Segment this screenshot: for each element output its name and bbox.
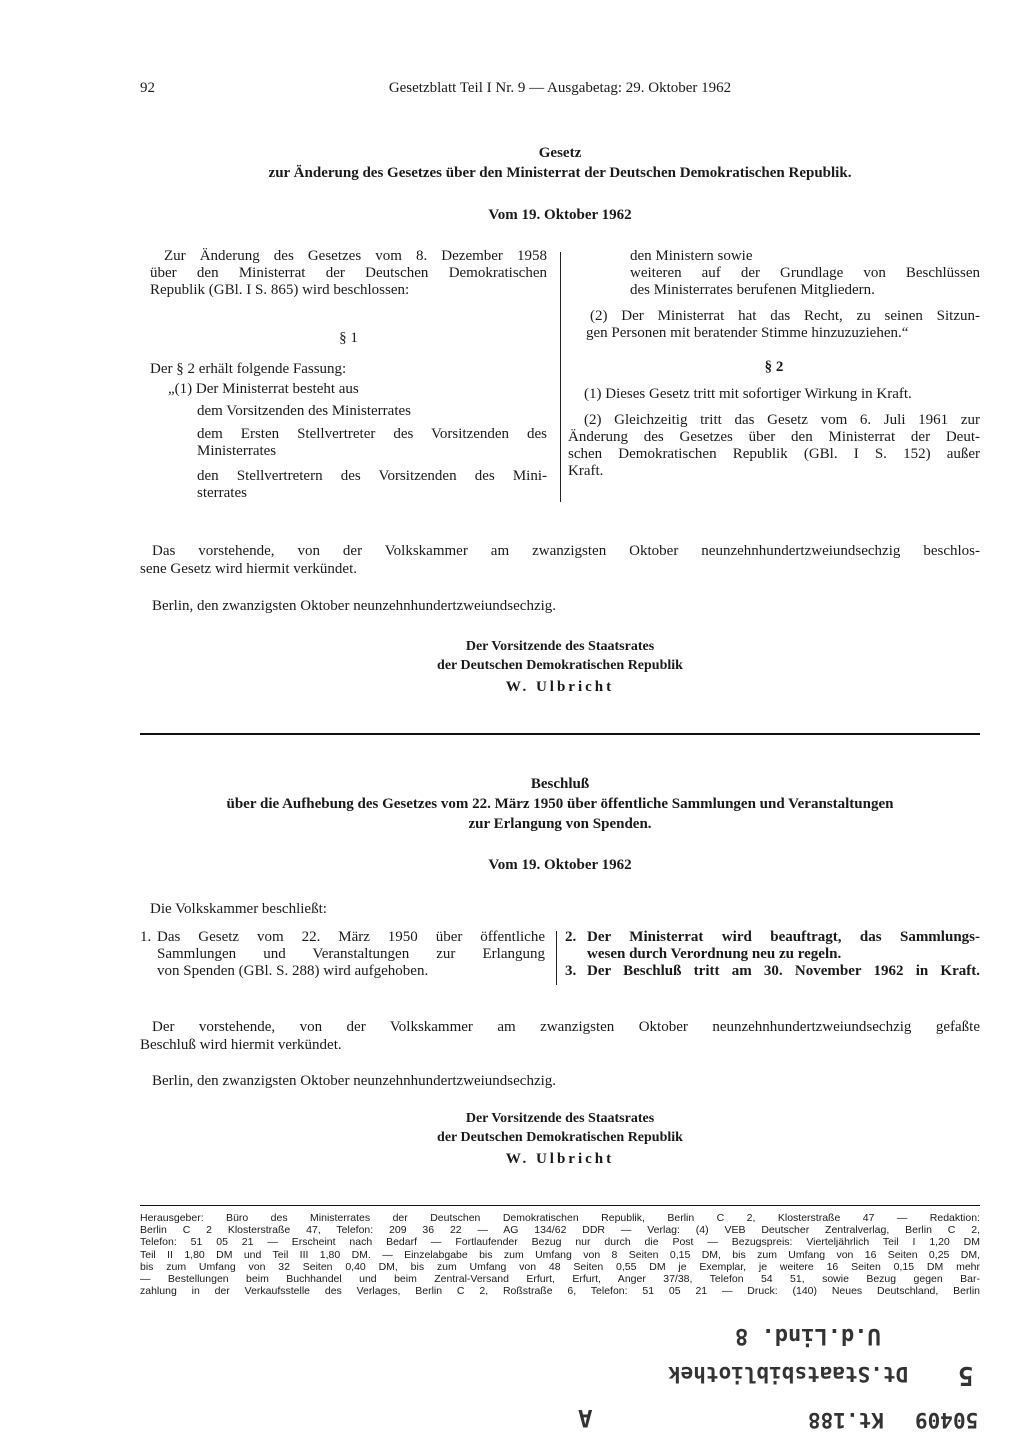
- page-number: 92: [140, 80, 155, 96]
- decision-title-line3: zur Erlangung von Spenden.: [468, 816, 652, 832]
- signature-name: W. Ulbricht: [505, 679, 615, 695]
- decision-promulgation-line: Beschluß wird hiermit verkündet.: [140, 1037, 342, 1053]
- item-number: 1.: [140, 929, 152, 945]
- library-stamp-line: U.d.Lind. 8: [735, 1323, 881, 1348]
- library-stamp-number: 50409: [915, 1408, 979, 1432]
- decision-item-2: [565, 929, 980, 946]
- decision-title-line2: über die Aufhebung des Gesetzes vom 22. März 1950 über öffentliche Sammlungen und Veranstaltungen: [226, 796, 894, 812]
- gazette-title: Gesetzblatt Teil I Nr. 9 — Ausgabetag: 29. Oktober 1962: [388, 80, 732, 96]
- member-item: den Stellvertretern des Vorsitzenden des Mini-: [197, 468, 547, 484]
- library-stamp-line: Dt.Staatsbibliothek: [668, 1362, 909, 1386]
- item-line: wesen durch Verordnung neu zu regeln.: [587, 946, 842, 962]
- decision-right-column: [565, 929, 980, 980]
- decision-left-column: [140, 929, 545, 980]
- law-right-column: [568, 248, 980, 480]
- imprint-line: Berlin C 2 Klosterstraße 47, Telefon: 209 36 22 — AG 134/62 DDR — Verlag: (4) VEB Deutscher Zentralverlag, Berlin C 2,: [140, 1224, 980, 1237]
- member-item: den Ministern sowie: [630, 248, 753, 264]
- signature-title: Der Vorsitzende des Staatsrates: [465, 1111, 655, 1126]
- law-promulgation-line: sene Gesetz wird hiermit verkündet.: [140, 561, 358, 577]
- imprint-line: zahlung in der Verkaufsstelle des Verlages, Berlin C 2, Roßstraße 6, Telefon: 51 05 21 — Druck: (140) Neues Deutschland, Berlin: [140, 1285, 980, 1298]
- imprint-line: Telefon: 51 05 21 — Erscheint nach Bedarf — Fortlaufender Bezug nur durch die Post — Bezugspreis: Vierteljährlich Teil I 1,20 DM: [140, 1236, 980, 1249]
- law-date: Vom 19. Oktober 1962: [488, 207, 632, 223]
- law-intro-line: über den Ministerrat der Deutschen Demokratischen: [150, 265, 547, 281]
- paragraph-2: (2) Der Ministerrat hat das Recht, zu seinen Sitzun-: [590, 308, 980, 324]
- imprint-line: Teil II 1,80 DM und Teil III 1,80 DM. — Einzelabgabe bis zum Umfang von 8 Seiten 0,15 DM, bis zum Umfang von 16 Seiten 0,25 DM,: [140, 1248, 980, 1261]
- decision-date: Vom 19. Oktober 1962: [488, 857, 632, 873]
- item-line: Der Ministerrat wird beauftragt, das Sammlungs-: [587, 929, 980, 945]
- section-2-para-2: schen Demokratischen Republik (GBl. I S. 152) außer: [568, 446, 980, 462]
- member-item: Ministerrates: [197, 443, 277, 459]
- section-1-heading: § 1: [339, 330, 358, 346]
- section-2-heading: § 2: [764, 359, 784, 375]
- item-line: Das Gesetz vom 22. März 1950 über öffentliche: [157, 929, 545, 945]
- quote-start: „(1) Der Ministerrat besteht aus: [168, 381, 359, 397]
- imprint-line: bis zum Umfang von 32 Seiten 0,40 DM, bis zum Umfang von 48 Seiten 0,55 DM je Exemplar, je weitere 16 Seiten 0,15 DM mehr: [140, 1260, 980, 1273]
- signature-title: der Deutschen Demokratischen Republik: [437, 1130, 683, 1145]
- item-line: Der Beschluß tritt am 30. November 1962 in Kraft.: [587, 963, 980, 979]
- signature-title: der Deutschen Demokratischen Republik: [437, 658, 683, 673]
- law-title-line2: zur Änderung des Gesetzes über den Ministerrat der Deutschen Demokratischen Republik.: [268, 165, 852, 181]
- signature-name: W. Ulbricht: [505, 1151, 615, 1167]
- item-number: 2.: [565, 929, 577, 945]
- column-divider: [560, 252, 561, 502]
- section-2-para-2: Kraft.: [568, 463, 604, 479]
- section-2-para-2: Änderung des Gesetzes über den Ministerrat der Deut-: [568, 429, 980, 445]
- law-place-date: Berlin, den zwanzigsten Oktober neunzehnhundertzweiundsechzig.: [152, 598, 557, 614]
- imprint-divider: [140, 1205, 980, 1206]
- law-intro-line: Republik (GBl. I S. 865) wird beschlossen:: [150, 282, 410, 298]
- paragraph-2: gen Personen mit beratender Stimme hinzuzuziehen.“: [586, 325, 909, 341]
- member-item: dem Ersten Stellvertreter des Vorsitzenden des: [197, 426, 547, 442]
- imprint-line: — Bestellungen beim Buchhandel und beim Zentral-Versand Erfurt, Erfurt, Anger 37/38, Telefon 54 51, sowie Bezug gegen Bar-: [140, 1273, 980, 1286]
- law-title-line1: Gesetz: [538, 145, 582, 161]
- law-intro-line: Zur Änderung des Gesetzes vom 8. Dezember 1958: [164, 248, 547, 264]
- section-2-para-1: (1) Dieses Gesetz tritt mit sofortiger Wirkung in Kraft.: [584, 386, 912, 402]
- member-item: des Ministerrates berufenen Mitgliedern.: [630, 282, 875, 298]
- imprint-line: Herausgeber: Büro des Ministerrates der Deutschen Demokratischen Republik, Berlin C 2, Klosterstraße 47 — Redaktion:: [140, 1212, 980, 1224]
- decision-signature-block: [140, 1109, 980, 1169]
- signature-title: Der Vorsitzende des Staatsrates: [465, 639, 655, 654]
- column-divider: [556, 931, 557, 985]
- decision-promulgation-line: Der vorstehende, von der Volkskammer am zwanzigsten Oktober neunzehnhundertzweiundsechzig gefaßte: [152, 1019, 980, 1035]
- law-left-column: [150, 248, 547, 502]
- law-promulgation-line: Das vorstehende, von der Volkskammer am zwanzigsten Oktober neunzehnhundertzweiundsechzig beschlos-: [152, 543, 980, 559]
- item-number: 3.: [565, 963, 577, 979]
- decision-intro: Die Volkskammer beschließt:: [150, 901, 327, 917]
- library-stamp-number: 5: [958, 1360, 974, 1390]
- item-line: Sammlungen und Veranstaltungen zur Erlangung: [157, 946, 545, 962]
- section-2-para-2: (2) Gleichzeitig tritt das Gesetz vom 6. Juli 1961 zur: [584, 412, 980, 428]
- section-divider: [140, 733, 980, 735]
- library-stamp-letter: A: [578, 1404, 593, 1432]
- decision-item-1: [140, 929, 545, 946]
- imprint: [140, 1212, 980, 1297]
- law-signature-block: [140, 637, 980, 697]
- decision-place-date: Berlin, den zwanzigsten Oktober neunzehnhundertzweiundsechzig.: [152, 1073, 557, 1089]
- member-item: dem Vorsitzenden des Ministerrates: [197, 403, 411, 419]
- decision-title-line1: Beschluß: [530, 776, 590, 792]
- member-item: weiteren auf der Grundlage von Beschlüssen: [630, 265, 980, 281]
- item-line: von Spenden (GBl. S. 288) wird aufgehoben.: [157, 963, 429, 979]
- library-stamp-line: Kt.188: [808, 1408, 884, 1432]
- page-header: [140, 80, 980, 100]
- decision-item-3: [565, 963, 980, 980]
- member-item: sterrates: [197, 485, 247, 501]
- section-1-intro: Der § 2 erhält folgende Fassung:: [150, 361, 347, 377]
